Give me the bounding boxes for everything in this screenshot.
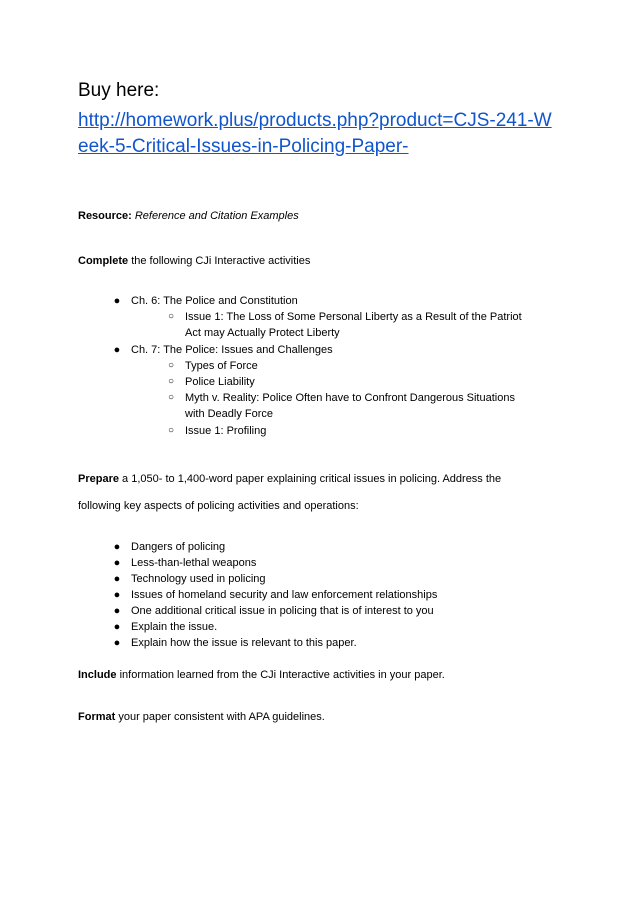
prepare-paragraph <box>78 472 501 486</box>
include-label: Include <box>78 669 117 681</box>
buy-heading: Buy here: <box>78 80 160 101</box>
bullet-icon: ● <box>113 573 121 585</box>
activity-ch7-sub4: Issue 1: Profiling <box>185 425 267 437</box>
complete-text: the following CJi Interactive activities <box>131 255 311 267</box>
bullet-icon: ● <box>113 295 121 307</box>
include-text: information learned from the CJi Interactive activities in your paper. <box>119 669 445 681</box>
circle-bullet-icon: ○ <box>167 425 175 436</box>
include-paragraph <box>78 668 445 682</box>
product-link-line1[interactable]: http://homework.plus/products.php?product=CJS-241-W <box>78 110 552 131</box>
bullet-icon: ● <box>113 637 121 649</box>
resource-paragraph <box>78 209 299 223</box>
prepare-label: Prepare <box>78 473 119 485</box>
activity-ch7-sub3-line2: with Deadly Force <box>185 408 274 420</box>
circle-bullet-icon: ○ <box>167 376 175 387</box>
bullet-icon: ● <box>113 621 121 633</box>
bullet-icon: ● <box>113 344 121 356</box>
aspect-item: Dangers of policing <box>131 541 226 553</box>
product-link-line2[interactable]: eek-5-Critical-Issues-in-Policing-Paper- <box>78 136 409 157</box>
bullet-icon: ● <box>113 605 121 617</box>
activity-ch7-sub2: Police Liability <box>185 376 255 388</box>
circle-bullet-icon: ○ <box>167 311 175 322</box>
aspect-item: Explain how the issue is relevant to this paper. <box>131 637 357 649</box>
aspect-item: Issues of homeland security and law enforcement relationships <box>131 589 438 601</box>
activity-ch7-sub3-line1: Myth v. Reality: Police Often have to Confront Dangerous Situations <box>185 392 515 404</box>
prepare-text-line1: a 1,050- to 1,400-word paper explaining critical issues in policing. Address the <box>122 473 502 485</box>
activity-ch7-title: Ch. 7: The Police: Issues and Challenges <box>131 344 333 356</box>
bullet-icon: ● <box>113 541 121 553</box>
format-paragraph <box>78 710 325 724</box>
activity-ch6-sub1-line1: Issue 1: The Loss of Some Personal Liberty as a Result of the Patriot <box>185 311 522 323</box>
prepare-text-line2: following key aspects of policing activities and operations: <box>78 500 359 512</box>
aspect-item: One additional critical issue in policing that is of interest to you <box>131 605 434 617</box>
format-text: your paper consistent with APA guidelines. <box>118 711 325 723</box>
resource-label: Resource: <box>78 210 132 222</box>
complete-label: Complete <box>78 255 129 267</box>
circle-bullet-icon: ○ <box>167 360 175 371</box>
bullet-icon: ● <box>113 557 121 569</box>
aspect-item: Explain the issue. <box>131 621 218 633</box>
format-label: Format <box>78 711 116 723</box>
circle-bullet-icon: ○ <box>167 392 175 403</box>
bullet-icon: ● <box>113 589 121 601</box>
activity-ch6-title: Ch. 6: The Police and Constitution <box>131 295 298 307</box>
resource-text: Reference and Citation Examples <box>134 210 299 222</box>
complete-paragraph <box>78 254 310 268</box>
activity-ch7-sub1: Types of Force <box>185 360 258 372</box>
aspect-item: Less-than-lethal weapons <box>131 557 257 569</box>
aspect-item: Technology used in policing <box>131 573 266 585</box>
activity-ch6-sub1-line2: Act may Actually Protect Liberty <box>185 327 340 339</box>
